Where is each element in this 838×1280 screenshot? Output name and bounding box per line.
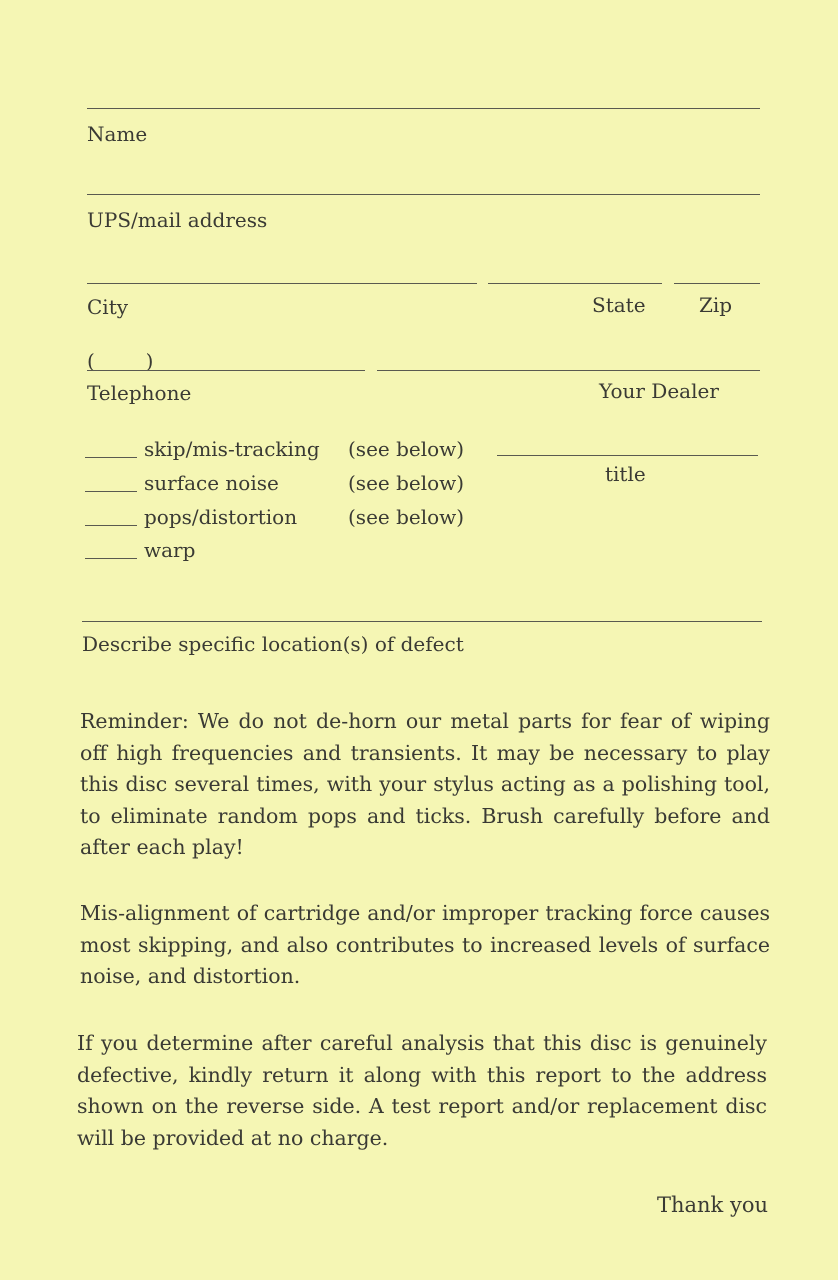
- address-label: UPS/mail address: [87, 208, 268, 232]
- location-label: Describe specific location(s) of defect: [82, 632, 464, 656]
- name-label: Name: [87, 122, 148, 146]
- defect-note: (see below): [348, 505, 465, 529]
- name-field-line[interactable]: [87, 108, 760, 109]
- defect-label: warp: [144, 538, 196, 562]
- defect-label: surface noise: [144, 471, 279, 495]
- telephone-area-code: ( ): [87, 349, 154, 373]
- zip-field-line[interactable]: [674, 283, 760, 284]
- dealer-field-line[interactable]: [377, 370, 760, 371]
- return-paragraph: If you determine after careful analysis that this disc is genuinely defective, kindly return it along with this report to the address shown on the reverse side. A test report and/or replacement disc will be provided at no charge.: [77, 1031, 767, 1150]
- defect-note: (see below): [348, 437, 465, 461]
- defect-check-blank[interactable]: [85, 558, 137, 559]
- title-field-line[interactable]: [497, 455, 758, 456]
- reminder-paragraph: Reminder: We do not de-horn our metal parts for fear of wiping off high frequencies and transients. It may be necessary to play this disc several times, with your stylus acting as a polishing tool, to eliminate random pops and ticks. Brush carefully before and after each play!: [80, 709, 770, 859]
- dealer-label: Your Dealer: [599, 379, 719, 403]
- alignment-paragraph: Mis-alignment of cartridge and/or improper tracking force causes most skipping, and also contributes to increased levels of surface noise, and distortion.: [80, 901, 770, 988]
- defect-check-blank[interactable]: [85, 491, 137, 492]
- defect-note: (see below): [348, 471, 465, 495]
- city-label: City: [87, 295, 129, 319]
- location-field-line[interactable]: [82, 621, 762, 622]
- address-field-line[interactable]: [87, 194, 760, 195]
- telephone-label: Telephone: [87, 381, 192, 405]
- closing-text: Thank you: [656, 1193, 768, 1217]
- city-field-line[interactable]: [87, 283, 477, 284]
- zip-label: Zip: [699, 293, 733, 317]
- defect-label: skip/mis-tracking: [144, 437, 320, 461]
- defect-check-blank[interactable]: [85, 457, 137, 458]
- state-label: State: [592, 293, 646, 317]
- title-label: title: [605, 462, 646, 486]
- telephone-field-line[interactable]: [87, 370, 365, 371]
- defect-check-blank[interactable]: [85, 525, 137, 526]
- defect-label: pops/distortion: [144, 505, 298, 529]
- state-field-line[interactable]: [488, 283, 662, 284]
